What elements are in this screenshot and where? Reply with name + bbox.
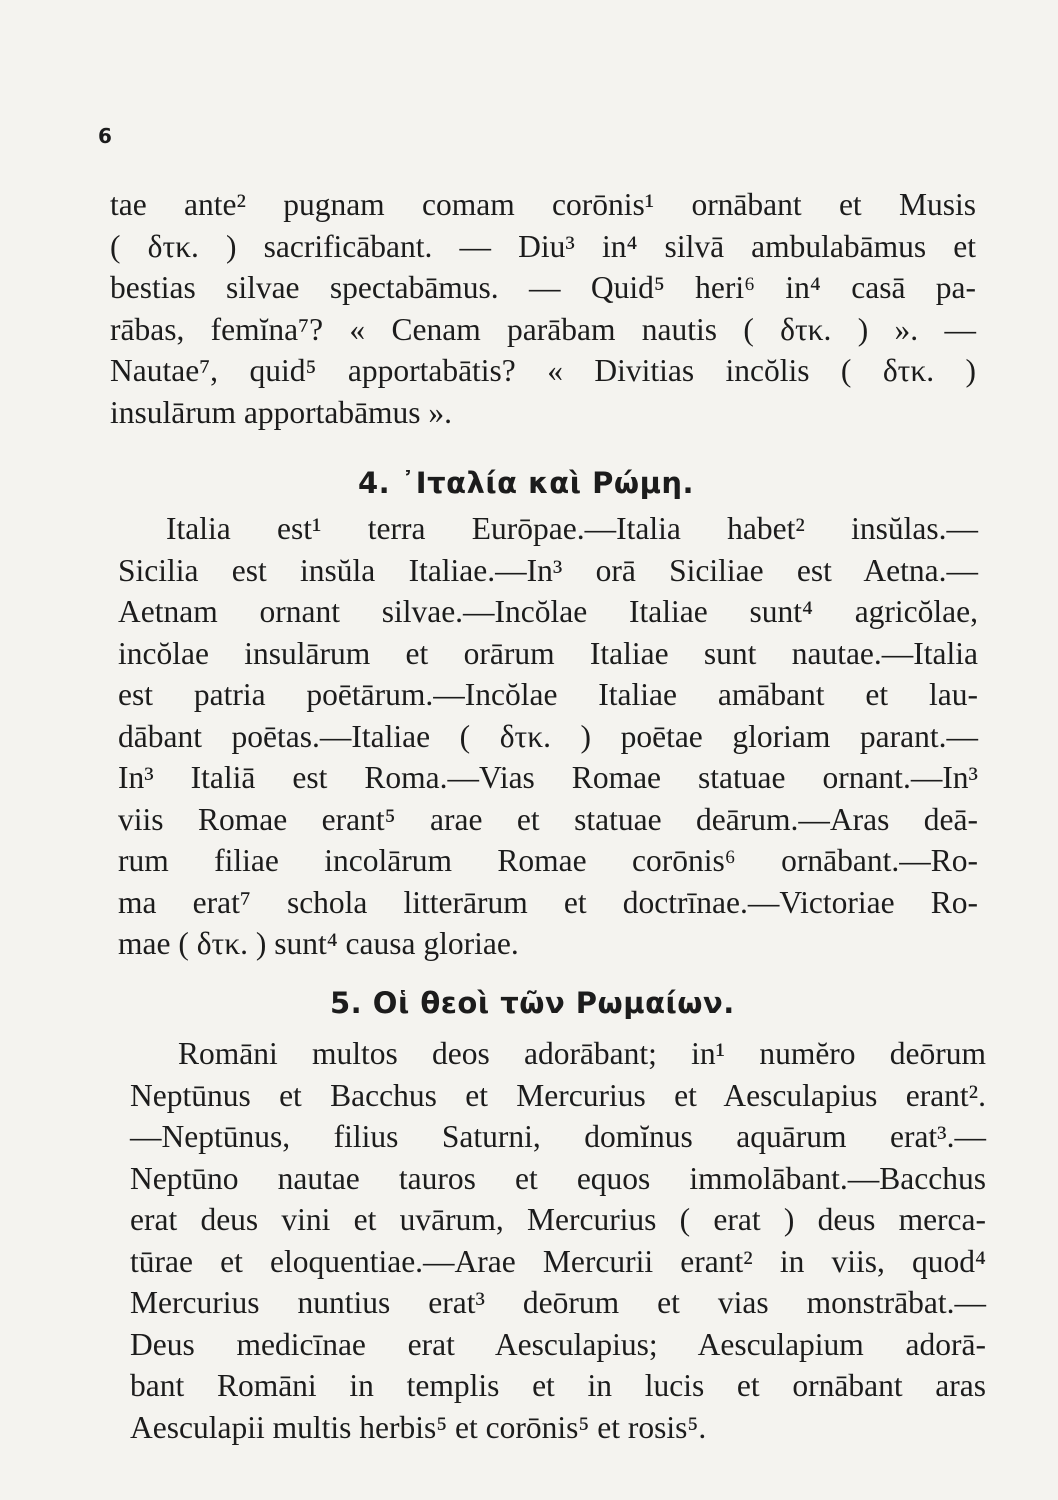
text-line: —Neptūnus, filius Saturni, domĭnus aquārum erat³.—	[130, 1119, 986, 1154]
text-line: dābant poētas.—Italiae ( δτκ. ) poētae gloriam parant.—	[118, 718, 978, 754]
text-line: Sicilia est insŭla Italiae.—In³ orā Siciliae est Aetna.—	[118, 552, 978, 588]
text-line: Italia est¹ terra Eurōpae.—Italia habet² insŭlas.—	[166, 511, 978, 546]
text-line: tae ante² pugnam comam corōnis¹ ornābant et Musis	[110, 187, 976, 222]
text-line: Romāni multos deos adorābant; in¹ numĕro deōrum	[178, 1036, 986, 1071]
text-line: bant Romāni in templis et in lucis et ornābant aras	[130, 1368, 986, 1403]
text-line: erat deus vini et uvārum, Mercurius ( erat ) deus merca-	[130, 1202, 986, 1237]
page-number: 6	[98, 124, 112, 148]
text-line: Nautae⁷, quid⁵ apportabātis? « Divitias incŏlis ( δτκ. )	[110, 353, 976, 388]
text-line: insulārum apportabāmus ».	[110, 394, 453, 430]
text-line: ma erat⁷ schola litterārum et doctrīnae.—Victoriae Ro-	[118, 884, 978, 920]
text-line: incŏlae insulārum et orārum Italiae sunt nautae.—Italia	[118, 635, 978, 671]
paragraph-theoi	[130, 1033, 986, 1448]
text-line: Aetnam ornant silvae.—Incŏlae Italiae sunt⁴ agricŏlae,	[118, 594, 978, 629]
text-line: ( δτκ. ) sacrificābant. — Diu³ in⁴ silvā ambulabāmus et	[110, 228, 976, 264]
text-line: rum filiae incolārum Romae corōnis⁶ ornābant.—Ro-	[118, 843, 978, 878]
text-line: viis Romae erant⁵ arae et statuae deārum.—Aras deā-	[118, 801, 978, 837]
text-line: tūrae et eloquentiae.—Arae Mercurii erant² in viis, quod⁴	[130, 1243, 986, 1279]
text-line: Neptūnus et Bacchus et Mercurius et Aesculapius erant².	[130, 1077, 986, 1113]
text-line: rābas, femĭna⁷? « Cenam parābam nautis ( δτκ. ) ». —	[110, 311, 976, 347]
text-line: Aesculapii multis herbis⁵ et corōnis⁵ et rosis⁵.	[130, 1409, 707, 1445]
text-line: Deus medicīnae erat Aesculapius; Aesculapium adorā-	[130, 1326, 986, 1362]
text-line: bestias silvae spectabāmus. — Quid⁵ heri⁶ in⁴ casā pa-	[110, 270, 976, 305]
paragraph-intro	[110, 184, 976, 433]
text-line: Neptūno nautae tauros et equos immolābant.—Bacchus	[130, 1160, 986, 1196]
text-line: mae ( δτκ. ) sunt⁴ causa gloriae.	[118, 926, 519, 961]
section-heading-theoi: 5. Οἱ θεοὶ τῶν Ρωμαίων.	[330, 986, 735, 1020]
text-line: In³ Italiā est Roma.—Vias Romae statuae ornant.—In³	[118, 760, 978, 795]
section-heading-italia: 4. ᾿Ιταλία καὶ Ρώμη.	[358, 466, 695, 500]
text-line: est patria poētārum.—Incŏlae Italiae amābant et lau-	[118, 677, 978, 712]
text-line: Mercurius nuntius erat³ deōrum et vias monstrābat.—	[130, 1285, 986, 1320]
paragraph-italia	[118, 508, 978, 965]
